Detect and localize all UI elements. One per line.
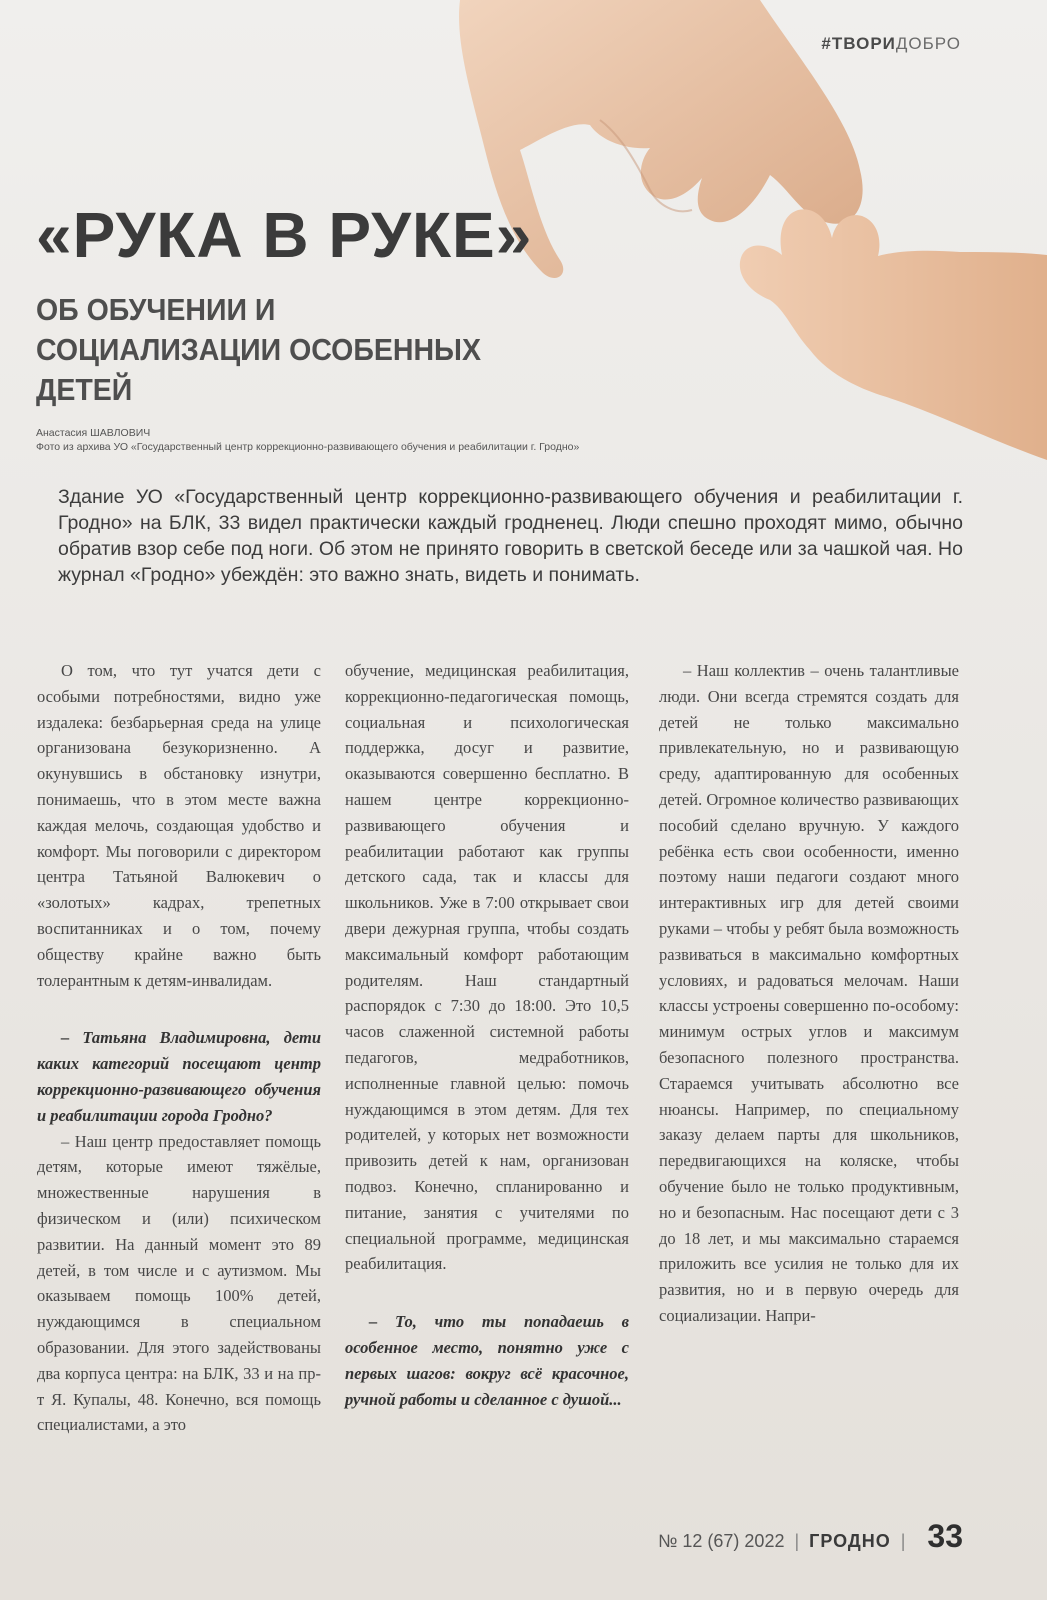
child-hand	[740, 209, 1047, 460]
magazine-name: ГРОДНО	[809, 1531, 891, 1551]
question-2: – То, что ты попадаешь в особенное место, понятно уже с первых шагов: вокруг всё красочное, ручной работы и сделанное с душой...	[345, 1312, 629, 1409]
credits	[36, 426, 579, 454]
hashtag-bold: #ТВОРИ	[821, 34, 896, 53]
footer-separator-2: |	[900, 1531, 906, 1551]
question-1: – Татьяна Владимировна, дети каких категорий посещают центр коррекционно-развивающего обучения и реабилитации города Гродно?	[37, 1028, 321, 1125]
lead-paragraph: Здание УО «Государственный центр коррекционно-развивающего обучения и реабилитации г. Гродно» на БЛК, 33 видел практически каждый гродненец. Люди спешно проходят мимо, обычно обратив взор себе под ноги. Об этом не принято говорить в светской беседе или за чашкой чая. Но журнал «Гродно» убеждён: это важно знать, видеть и понимать.	[58, 486, 963, 586]
author: Анастасия ШАВЛОВИЧ	[36, 427, 151, 439]
column-1	[37, 658, 321, 1438]
issue-number: № 12 (67) 2022	[658, 1531, 785, 1551]
page-number: 33	[927, 1518, 963, 1554]
page-footer	[658, 1518, 963, 1555]
column-3	[659, 658, 959, 1329]
hashtag-rest: ДОБРО	[895, 34, 961, 53]
answer-1: – Наш центр предоставляет помощь детям, которые имеют тяжёлые, множественные нарушения в физическом и (или) психическом развитии. На данный момент это 89 детей, в том числе и с аутизмом. Мы оказываем помощь 100% детей, нуждающимся в специальном образовании. Для этого задействованы два корпуса центра: на БЛК, 33 и на пр-т Я. Купалы, 48. Конечно, вся помощь специалистами, а это	[37, 1131, 321, 1435]
article-subtitle: ОБ ОБУЧЕНИИ И СОЦИАЛИЗАЦИИ ОСОБЕННЫХ ДЕТЕЙ	[36, 292, 481, 407]
answer-1-continued: обучение, медицинская реабилитация, коррекционно-педагогическая помощь, социальная и психологическая поддержка, досуг и развитие, оказываются совершенно бесплатно. В нашем центре коррекционно-развивающего обучения и реабилитации работают как группы детского сада, так и классы для школьников. Уже в 7:00 открывает свои двери дежурная группа, чтобы создать максимальный комфорт работающим родителям. Наш стандартный распорядок с 7:30 до 18:00. Это 10,5 часов слаженной системной работы педагогов, медработников, исполненные главной целью: помочь нуждающимся в этом детям. Для тех родителей, у которых нет возможности привозить детей к нам, организован подвоз. Конечно, спланированно и питание, занятия с учителями по специальной программе, медицинская реабилитация.	[345, 661, 629, 1274]
article-title: «РУКА В РУКЕ»	[36, 199, 533, 271]
intro-paragraph: О том, что тут учатся дети с особыми потребностями, видно уже издалека: безбарьерная среда на улице организована безукоризненно. А окунувшись в обстановку изнутри, понимаешь, что в этом месте важна каждая мелочь, создающая удобство и комфорт. Мы поговорили с директором центра Татьяной Валюкевич о «золотых» кадрах, трепетных воспитанниках и о том, почему обществу крайне важно быть толерантным к детям-инвалидам.	[37, 661, 321, 990]
column-2	[345, 658, 629, 1412]
footer-separator: |	[794, 1531, 800, 1551]
answer-2: – Наш коллектив – очень талантливые люди. Они всегда стремятся создать для детей не только максимально привлекательную, но и развивающую среду, адаптированную для особенных детей. Огромное количество развивающих пособий сделано вручную. У каждого ребёнка есть свои особенности, именно поэтому наши педагоги создают много интерактивных игр для детей своими руками – чтобы у ребят была возможность развиваться в максимально комфортных условиях, и радоваться мелочам. Наши классы устроены совершенно по-особому: минимум острых углов и максимум безопасного полезного пространства. Стараемся учитывать абсолютно все нюансы. Например, по специальному заказу делаем парты для школьников, передвигающихся на коляске, чтобы обучение было не только продуктивным, но и безопасным. Нас посещают дети с 3 до 18 лет, и мы максимально стараемся приложить все усилия не только для их развития, но и в первую очередь для социализации. Напри-	[659, 661, 959, 1325]
photo-credit: Фото из архива УО «Государственный центр коррекционно-развивающего обучения и реабилитации г. Гродно»	[36, 441, 580, 453]
